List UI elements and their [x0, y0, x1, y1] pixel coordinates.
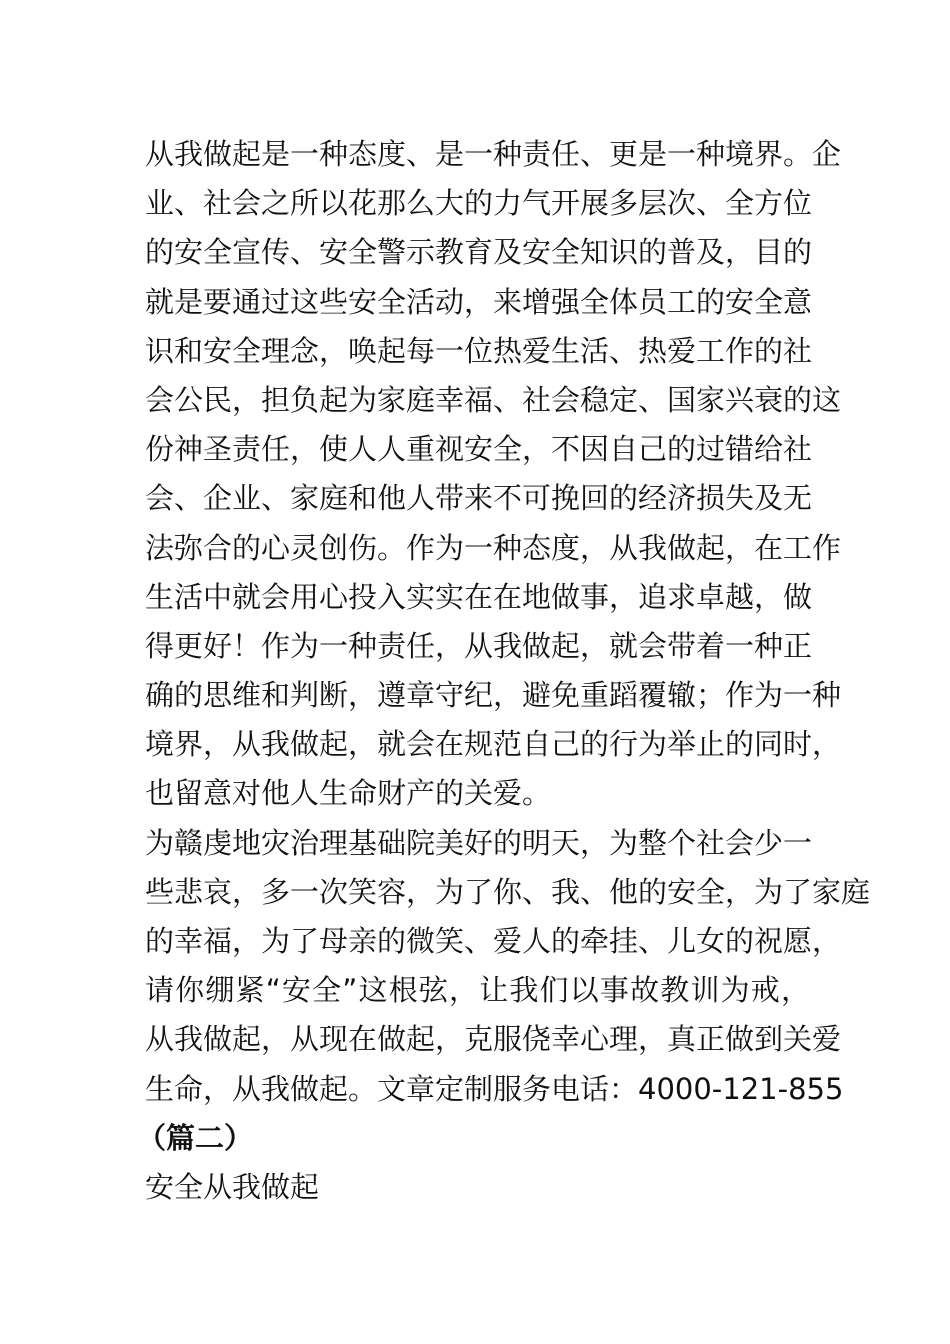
paragraph-line: 会公民，担负起为家庭幸福、社会稳定、国家兴衰的这 [145, 382, 842, 417]
paragraph-line: 识和安全理念，唤起每一位热爱生活、热爱工作的社 [145, 333, 813, 368]
paragraph-line: 业、社会之所以花那么大的力气开展多层次、全方位 [145, 186, 813, 221]
paragraph-line: 些悲哀，多一次笑容，为了你、我、他的安全，为了家庭 [145, 874, 871, 909]
paragraph-line: 法弥合的心灵创伤。作为一种态度，从我做起，在工作 [145, 530, 842, 565]
paragraph-1 [145, 130, 842, 819]
paragraph-line: 生命，从我做起。文章定制服务电话：4000-121-855 [145, 1071, 844, 1106]
paragraph-line: 的安全宣传、安全警示教育及安全知识的普及，目的 [145, 235, 813, 270]
paragraph-line: 从我做起，从现在做起，克服侥幸心理，真正做到关爱 [145, 1022, 842, 1057]
paragraph-line: 的幸福，为了母亲的微笑、爱人的牵挂、儿女的祝愿， [145, 924, 842, 958]
paragraph-line: 确的思维和判断，遵章守纪，避免重蹈覆辙；作为一种 [145, 678, 842, 713]
section-title: 安全从我做起 [145, 1169, 320, 1204]
paragraph-line: 就是要通过这些安全活动，来增强全体员工的安全意 [145, 284, 813, 319]
paragraph-line: 得更好！作为一种责任，从我做起，就会带着一种正 [145, 628, 813, 663]
document-page [137, 130, 871, 1212]
section-heading: （篇二） [137, 1120, 254, 1155]
paragraph-line: 份神圣责任，使人人重视安全，不因自己的过错给社 [145, 432, 813, 467]
paragraph-line: 生活中就会用心投入实实在在地做事，追求卓越，做 [145, 579, 813, 614]
paragraph-line: 也留意对他人生命财产的关爱。 [145, 776, 552, 811]
paragraph-2 [145, 819, 871, 1114]
paragraph-line: 请你绷紧“安全”这根弦，让我们以事故教训为戒， [145, 973, 810, 1008]
paragraph-line: 会、企业、家庭和他人带来不可挽回的经济损失及无 [145, 481, 813, 516]
paragraph-line: 从我做起是一种态度、是一种责任、更是一种境界。企 [145, 137, 842, 171]
paragraph-line: 为赣虔地灾治理基础院美好的明天，为整个社会少一 [145, 825, 813, 860]
paragraph-line: 境界，从我做起，就会在规范自己的行为举止的同时， [145, 727, 842, 762]
